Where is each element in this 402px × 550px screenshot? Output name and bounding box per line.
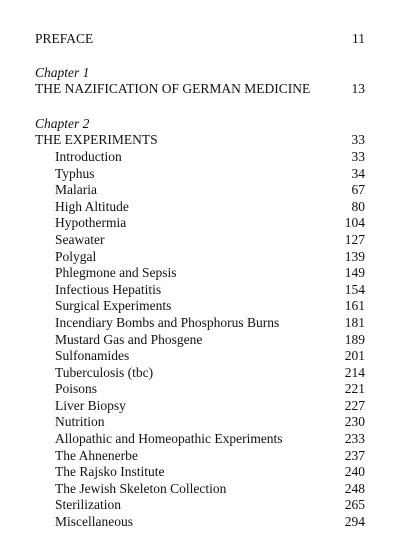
entry-page-number: 104 [344,215,365,231]
section-title: Mustard Gas and Phosgene [55,331,203,347]
section-title: Seawater [55,231,105,247]
toc-entry-section [35,514,365,531]
toc-entry-section [35,481,365,498]
entry-page-number: 214 [344,364,365,380]
section-title: Sterilization [55,497,121,513]
entry-page-number: 221 [344,381,365,397]
section-title: Malaria [55,182,97,198]
entry-page-number: 189 [344,331,365,347]
table-of-contents [35,31,365,531]
chapter-label: Chapter 1 [35,64,90,80]
entry-page-number: 240 [344,464,365,480]
chapter-title: THE EXPERIMENTS [35,132,158,148]
section-title: Allopathic and Homeopathic Experiments [55,431,283,447]
section-title: Sulfonamides [55,348,130,364]
entry-page-number: 149 [344,265,365,281]
toc-entry-section [35,381,365,398]
entry-page-number: 13 [351,81,365,97]
toc-entry-section [35,199,365,216]
section-title: Phlegmone and Sepsis [55,265,177,281]
section-title: Introduction [55,148,122,164]
toc-entry-section [35,249,365,266]
section-title: Infectious Hepatitis [55,281,162,297]
entry-page-number: 154 [344,281,365,297]
toc-entry-section [35,464,365,481]
toc-entry-section [35,232,365,249]
entry-page-number: 127 [344,231,365,247]
entry-page-number: 34 [351,165,365,181]
section-title: The Ahnenerbe [55,447,138,463]
entry-page-number: 233 [344,431,365,447]
entry-page-number: 139 [344,248,365,264]
section-list [35,149,365,531]
chapter-title: THE NAZIFICATION OF GERMAN MEDICINE [35,81,311,97]
entry-page-number: 227 [344,397,365,413]
entry-page-number: 265 [344,497,365,513]
toc-entry-section [35,282,365,299]
entry-page-number: 67 [351,182,365,198]
section-title: The Rajsko Institute [55,464,165,480]
section-title: Typhus [55,165,95,181]
toc-entry-chapter-2 [35,132,365,149]
toc-entry-section [35,332,365,349]
toc-entry-section [35,398,365,415]
section-title: Polygal [55,248,97,264]
section-title: Poisons [55,381,98,397]
section-title: Miscellaneous [55,514,133,530]
section-title: Nutrition [55,414,105,430]
entry-page-number: 237 [344,447,365,463]
entry-page-number: 11 [352,31,365,46]
entry-page-number: 248 [344,480,365,496]
toc-entry-section [35,182,365,199]
section-title: Incendiary Bombs and Phosphorus Burns [55,314,280,330]
entry-title: PREFACE [35,31,94,46]
section-title: Tuberculosis (tbc) [55,364,154,380]
entry-page-number: 201 [344,348,365,364]
toc-entry-section [35,149,365,166]
toc-entry-preface [35,31,365,48]
section-title: Surgical Experiments [55,298,172,314]
entry-page-number: 80 [351,198,365,214]
toc-entry-section [35,348,365,365]
section-title: The Jewish Skeleton Collection [55,480,227,496]
entry-page-number: 181 [344,314,365,330]
toc-entry-section [35,365,365,382]
toc-entry-section [35,414,365,431]
section-title: High Altitude [55,198,129,214]
entry-page-number: 33 [351,132,365,148]
toc-entry-chapter-1 [35,81,365,98]
toc-entry-section [35,298,365,315]
entry-page-number: 294 [344,514,365,530]
chapter-label: Chapter 2 [35,115,90,131]
toc-entry-section [35,431,365,448]
toc-entry-section [35,315,365,332]
entry-page-number: 33 [351,148,365,164]
toc-entry-section [35,166,365,183]
toc-entry-section [35,448,365,465]
toc-entry-section [35,497,365,514]
toc-entry-section [35,215,365,232]
entry-page-number: 161 [344,298,365,314]
section-title: Hypothermia [55,215,127,231]
entry-page-number: 230 [344,414,365,430]
section-title: Liver Biopsy [55,397,126,413]
toc-entry-section [35,265,365,282]
